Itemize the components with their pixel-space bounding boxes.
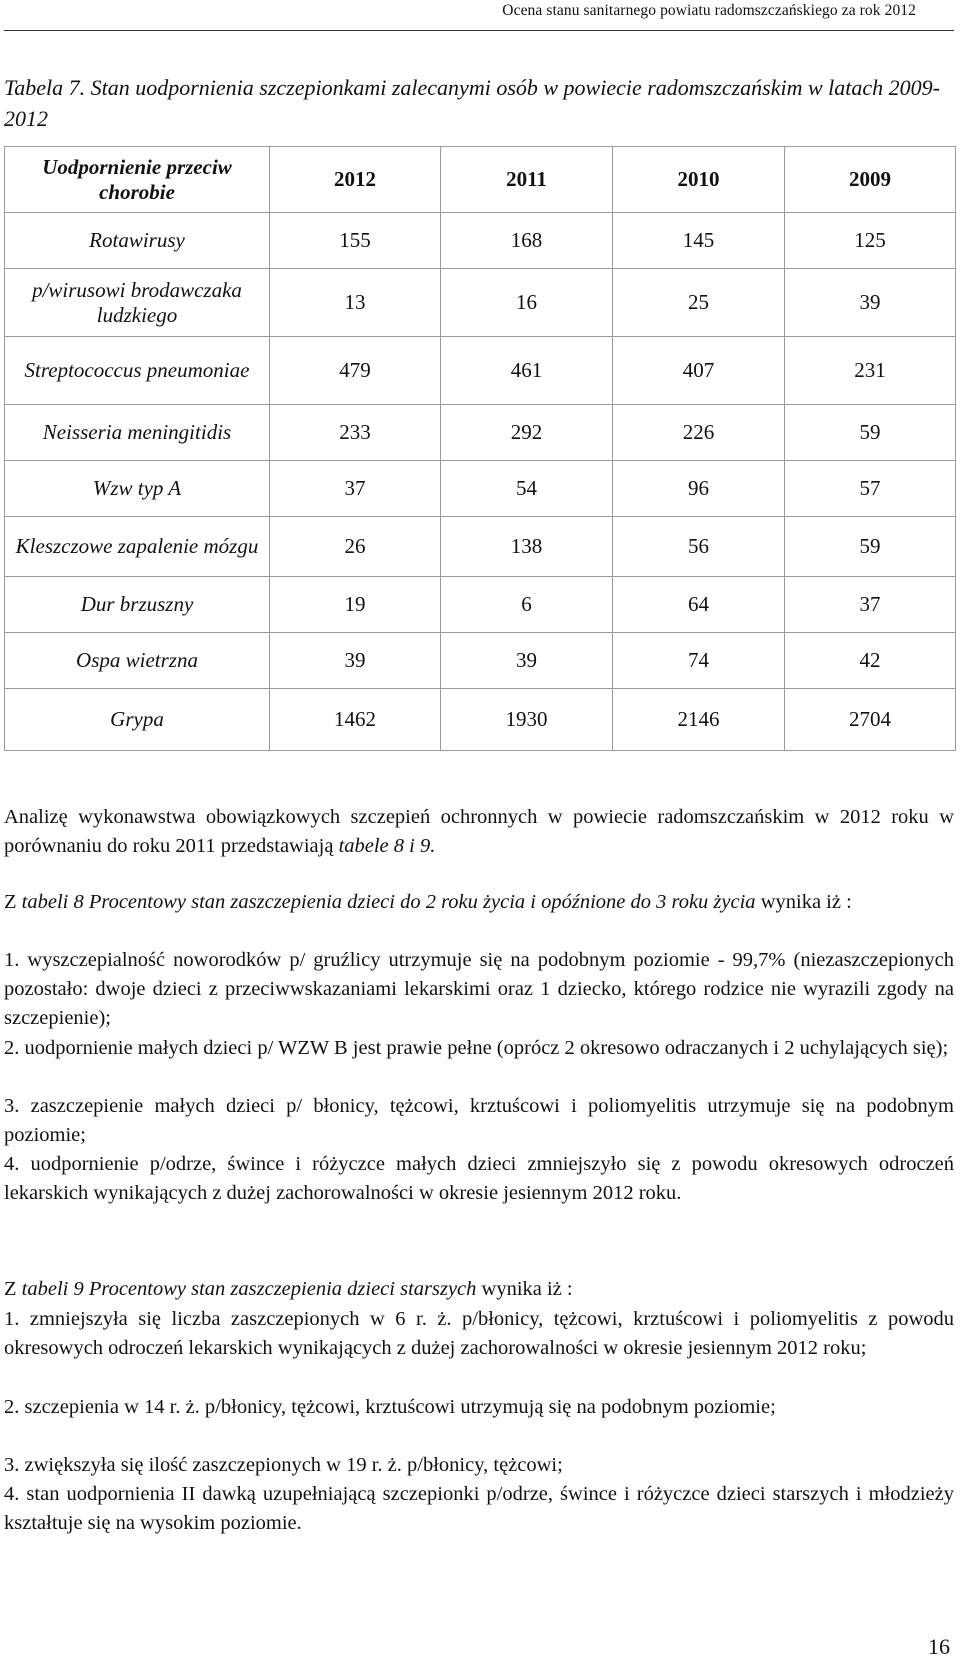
disease-cell: p/wirusowi brodawczaka ludzkiego [5,269,270,337]
header-divider [4,30,954,31]
tables-reference: tabele 8 i 9. [338,835,436,857]
value-cell: 96 [613,461,785,517]
table-row [5,577,956,633]
value-cell: 59 [785,517,956,577]
list-number: 1. [4,1308,20,1330]
value-cell: 1462 [270,689,441,751]
value-cell: 56 [613,517,785,577]
table8-title: tabeli 8 Procentowy stan zaszczepienia dzieci do 2 roku życia i opóźnione do 3 roku życia [21,891,756,913]
list-item [4,1092,954,1150]
value-cell: 42 [785,633,956,689]
disease-cell: Wzw typ A [5,461,270,517]
value-cell: 25 [613,269,785,337]
table9-prefix: Z [4,1278,22,1300]
list-number: 3. [4,1454,20,1476]
table8-suffix: wynika iż : [755,891,852,913]
list-item [4,1480,954,1538]
list-text: uodpornienie małych dzieci p/ WZW B jest prawie pełne (oprócz 2 okresowo odraczanych i 2 uchylających się); [24,1037,949,1059]
value-cell: 233 [270,405,441,461]
table8-prefix: Z [4,891,22,913]
value-cell: 2146 [613,689,785,751]
table-row [5,213,956,269]
value-cell: 37 [270,461,441,517]
table8-intro [4,888,954,917]
list-text: wyszczepialność noworodków p/ gruźlicy utrzymuje się na podobnym poziomie - 99,7% (niezaszczepionych pozostało: dwoje dzieci z przeciwwskazaniami lekarskimi oraz 1 dziecko, którego rodzice nie wyrazili zgody na szczepienie); [4,949,954,1029]
value-cell: 16 [441,269,613,337]
list-number: 2. [4,1396,20,1418]
page-number: 16 [928,1634,950,1659]
value-cell: 37 [785,577,956,633]
list-number: 4. [4,1483,20,1505]
value-cell: 6 [441,577,613,633]
disease-cell: Ospa wietrzna [5,633,270,689]
column-header-year: 2010 [613,147,785,213]
value-cell: 125 [785,213,956,269]
list-item [4,946,954,1033]
value-cell: 155 [270,213,441,269]
value-cell: 26 [270,517,441,577]
value-cell: 59 [785,405,956,461]
value-cell: 39 [785,269,956,337]
value-cell: 13 [270,269,441,337]
value-cell: 74 [613,633,785,689]
table-row [5,405,956,461]
list-number: 1. [4,949,20,971]
list-text: szczepienia w 14 r. ż. p/błonicy, tężcowi, krztuścowi utrzymują się na podobnym poziomie; [24,1396,776,1418]
vaccination-table [4,146,956,751]
value-cell: 39 [270,633,441,689]
table-row [5,689,956,751]
list-number: 4. [4,1153,20,1175]
value-cell: 231 [785,337,956,405]
value-cell: 54 [441,461,613,517]
value-cell: 57 [785,461,956,517]
column-header-year: 2011 [441,147,613,213]
list-item [4,1305,954,1363]
table-row [5,269,956,337]
table-row [5,633,956,689]
list-number: 2. [4,1037,20,1059]
list-text: uodpornienie p/odrze, śwince i różyczce małych dzieci zmniejszyło się z powodu okresowych odroczeń lekarskich wynikających z dużej zachorowalności w okresie jesiennym 2012 roku. [4,1153,954,1204]
value-cell: 226 [613,405,785,461]
value-cell: 64 [613,577,785,633]
value-cell: 145 [613,213,785,269]
value-cell: 19 [270,577,441,633]
column-header-disease: Uodpornienie przeciw chorobie [5,147,270,213]
running-header: Ocena stanu sanitarnego powiatu radomszczańskiego za rok 2012 [502,2,916,19]
list-text: zwiększyła się ilość zaszczepionych w 19 r. ż. p/błonicy, tężcowi; [24,1454,563,1476]
disease-cell: Kleszczowe zapalenie mózgu [5,517,270,577]
disease-cell: Dur brzuszny [5,577,270,633]
column-header-year: 2009 [785,147,956,213]
value-cell: 39 [441,633,613,689]
value-cell: 407 [613,337,785,405]
intro-text: Analizę wykonawstwa obowiązkowych szczepień ochronnych w powiecie radomszczańskim w 2012 roku w porównaniu do roku 2011 przedstawiają [4,806,954,857]
table-row [5,517,956,577]
table9-intro [4,1275,954,1304]
list-text: zmniejszyła się liczba zaszczepionych w 6 r. ż. p/błonicy, tężcowi, krztuścowi i poliomyelitis z powodu okresowych odroczeń lekarskich wynikających z dużej zachorowalności w okresie jesiennym 2012 roku; [4,1308,955,1359]
table9-suffix: wynika iż : [476,1278,573,1300]
table-row [5,461,956,517]
list-number: 3. [4,1095,20,1117]
value-cell: 461 [441,337,613,405]
disease-cell: Streptococcus pneumoniae [5,337,270,405]
list-item [4,1451,954,1480]
column-header-year: 2012 [270,147,441,213]
list-item [4,1150,954,1208]
list-item [4,1393,954,1422]
value-cell: 2704 [785,689,956,751]
table9-title: tabeli 9 Procentowy stan zaszczepienia dzieci starszych [21,1278,477,1300]
value-cell: 138 [441,517,613,577]
list-text: zaszczepienie małych dzieci p/ błonicy, tężcowi, krztuścowi i poliomyelitis utrzymuje się na podobnym poziomie; [4,1095,954,1146]
table-header-row [5,147,956,213]
intro-paragraph [4,803,954,861]
value-cell: 1930 [441,689,613,751]
table-caption: Tabela 7. Stan uodpornienia szczepionkami zalecanymi osób w powiecie radomszczańskim w latach 2009-2012 [4,75,940,131]
list-item [4,1034,954,1063]
disease-cell: Neisseria meningitidis [5,405,270,461]
list-text: stan uodpornienia II dawką uzupełniającą szczepionki p/odrze, śwince i różyczce dzieci starszych i młodzieży kształtuje się na wysokim poziomie. [4,1483,955,1534]
table-row [5,337,956,405]
disease-cell: Rotawirusy [5,213,270,269]
value-cell: 479 [270,337,441,405]
value-cell: 292 [441,405,613,461]
value-cell: 168 [441,213,613,269]
disease-cell: Grypa [5,689,270,751]
